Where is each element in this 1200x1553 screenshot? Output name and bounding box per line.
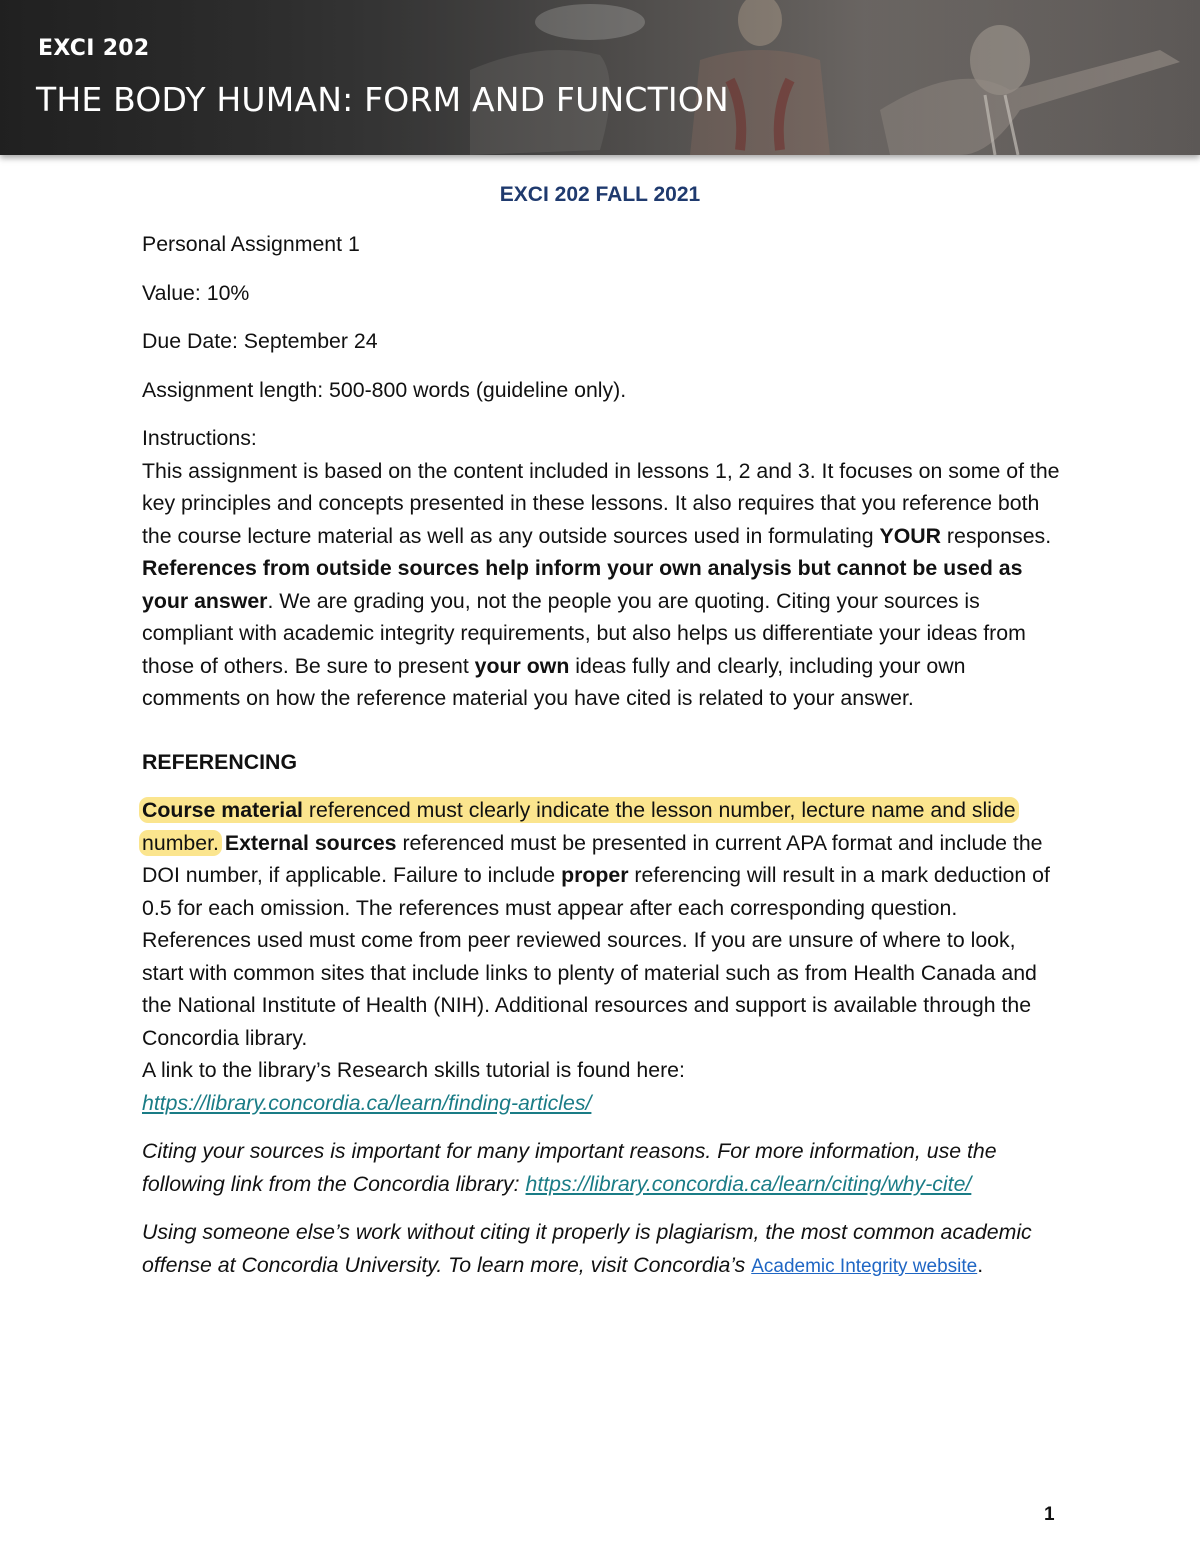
due-date: Due Date: September 24 bbox=[142, 329, 378, 353]
assignment-value: Value: 10% bbox=[142, 280, 250, 305]
assignment-name: Personal Assignment 1 bbox=[142, 232, 360, 256]
referencing-paragraph bbox=[142, 794, 1062, 924]
plagiarism-paragraph bbox=[142, 1216, 1062, 1283]
instructions-paragraph bbox=[142, 455, 1062, 715]
plagiarism-text: Using someone else’s work without citing it properly is plagiarism, the most common academic offense at Concordia University. To learn more, visit Concordia’s bbox=[142, 1220, 1032, 1277]
academic-integrity-link[interactable]: Academic Integrity website bbox=[751, 1255, 978, 1277]
instructions-emphasis: YOUR bbox=[879, 523, 942, 548]
course-title: THE BODY HUMAN: FORM AND FUNCTION bbox=[36, 80, 729, 119]
tutorial-link[interactable]: https://library.concordia.ca/learn/finding-articles/ bbox=[142, 1090, 592, 1115]
tutorial-intro: A link to the library’s Research skills tutorial is found here: bbox=[142, 1058, 685, 1082]
instructions-emphasis: References from outside sources help inform your own analysis but cannot be used as your answer bbox=[142, 556, 1023, 613]
referencing-heading: REFERENCING bbox=[142, 749, 298, 774]
course-code: EXCI 202 bbox=[38, 36, 150, 61]
instructions-text: . We are grading you, not the people you are quoting. Citing your sources is compliant with academic integrity requirements, but also helps us differentiate your ideas from those of others. Be sure to present bbox=[142, 588, 1026, 678]
citing-paragraph bbox=[142, 1135, 1062, 1200]
instructions-text: ideas fully and clearly, including your own comments on how the reference material you have cited is related to your answer. bbox=[142, 653, 966, 710]
referencing-emphasis: External sources bbox=[224, 830, 397, 855]
document-heading: EXCI 202 FALL 2021 bbox=[499, 183, 701, 206]
instructions-emphasis: your own bbox=[474, 653, 570, 678]
anatomy-illustration bbox=[0, 0, 1200, 155]
assignment-length: Assignment length: 500-800 words (guideline only). bbox=[142, 377, 627, 402]
plagiarism-end: . bbox=[977, 1252, 984, 1277]
why-cite-link[interactable]: https://library.concordia.ca/learn/citing/why-cite/ bbox=[525, 1171, 972, 1196]
course-banner bbox=[0, 0, 1200, 155]
referencing-emphasis: proper bbox=[561, 863, 629, 887]
highlight-text: referenced must clearly indicate the lesson number, lecture name and slide number. bbox=[142, 798, 1016, 855]
page-number: 1 bbox=[1044, 1504, 1055, 1525]
referencing-text: referenced must be presented in current APA format and include the DOI number, if applicable. Failure to include bbox=[142, 830, 1043, 887]
referencing-text: referencing will result in a mark deduction of 0.5 for each omission. The references must appear after each corresponding question. bbox=[142, 863, 1050, 920]
instructions-label: Instructions: bbox=[142, 426, 257, 450]
document-body bbox=[142, 228, 1062, 1283]
tutorial-link-line bbox=[142, 1087, 1062, 1120]
peer-reviewed-paragraph: References used must come from peer reviewed sources. If you are unsure of where to look, start with common sites that include links to plenty of material such as from Health Canada and the National Institute of Health (NIH). Additional resources and support is available through the Concordia library. bbox=[142, 928, 1037, 1050]
instructions-text: This assignment is based on the content included in lessons 1, 2 and 3. It focuses on some of the key principles and concepts presented in these lessons. It also requires that you reference both the course lecture material as well as any outside sources used in formulating bbox=[142, 458, 1060, 548]
highlight-emphasis: Course material bbox=[142, 798, 303, 822]
instructions-text: responses. bbox=[941, 523, 1052, 548]
citing-text: Citing your sources is important for many important reasons. For more information, use the following link from the Concordia library: bbox=[142, 1139, 997, 1196]
